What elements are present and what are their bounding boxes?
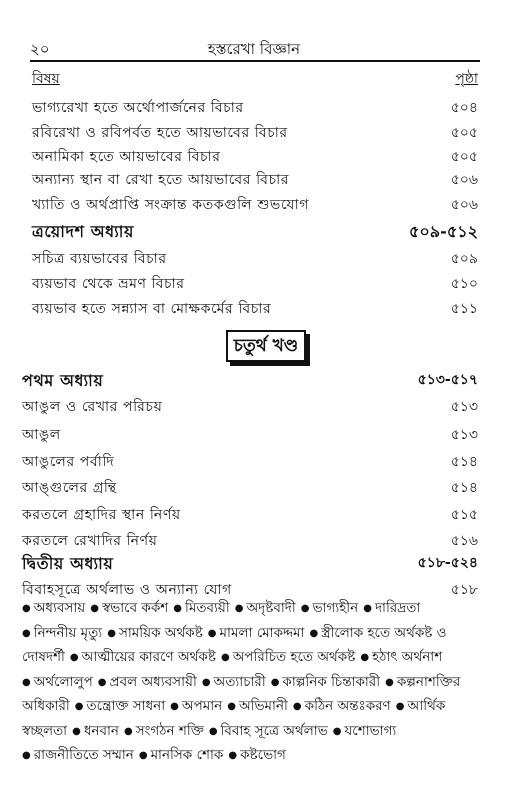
toc-entry-row: [0, 423, 508, 445]
bullet-icon: ●: [234, 603, 244, 614]
bullet-icon: ●: [332, 725, 342, 737]
toc-entry-title: আঙুল: [22, 427, 61, 443]
bullet-icon: ●: [97, 676, 107, 688]
keyword-item: অধিকারী: [22, 698, 70, 714]
toc-entry-page: ৫১৮-৫২৪: [417, 555, 478, 571]
toc-entry-row: [0, 121, 508, 143]
keyword-line: [22, 670, 488, 695]
keyword-line: [22, 645, 488, 670]
bullet-icon: ●: [90, 603, 99, 614]
keyword-item: কঠিন অন্তঃকরণ: [304, 698, 391, 714]
toc-entry-row: [0, 168, 508, 190]
toc-entry-title: ভাগ্যরেখা হতে অর্থোপার্জনের বিচার: [32, 100, 244, 116]
keyword-item: অত্যাচারী: [213, 673, 266, 690]
keyword-item: অভিমানী: [238, 698, 288, 714]
toc-entry-row: [0, 450, 508, 472]
keyword-item: কষ্টভোগ: [240, 747, 286, 763]
bullet-icon: ●: [22, 676, 31, 688]
keyword-item: মানসিক শোক: [150, 747, 224, 763]
toc-entry-page: ৫১৮: [450, 582, 478, 598]
bullet-icon: ●: [208, 725, 218, 737]
bullet-icon: ●: [107, 627, 116, 639]
bullet-icon: ●: [385, 676, 394, 688]
toc-entry-page: ৫১৩-৫১৭: [417, 372, 478, 388]
toc-entry-page: ৫১৬: [450, 533, 478, 549]
toc-entry-page: ৫১৩: [450, 399, 478, 415]
toc-chapter-row: [0, 551, 508, 573]
keyword-item: অধ্যবসায়: [33, 600, 86, 616]
toc-entry-page: ৫০৯: [450, 251, 478, 267]
keyword-line: [22, 719, 488, 744]
toc-entry-page: ৫১৩: [450, 427, 478, 443]
bullet-icon: ●: [22, 603, 31, 614]
keyword-item: সংগঠন শক্তি: [135, 722, 204, 739]
toc-entry-title: সচিত্র ব্যয়ভাবের বিচার: [32, 251, 167, 267]
keyword-item: যশোভাগ্য: [344, 722, 397, 739]
toc-entry-row: [0, 272, 508, 294]
keyword-item: মিতব্যয়ী: [184, 600, 230, 616]
toc-entry-title: ব্যয়ভাব থেকে ভ্রমণ বিচার: [32, 276, 185, 292]
keyword-item: রাজনীতিতে সম্মান: [33, 747, 134, 763]
toc-entry-title: আঙ্গুলের গ্রন্থি: [22, 480, 117, 496]
toc-entry-title: আঙুল ও রেখার পরিচয়: [22, 399, 163, 415]
toc-entry-title: অনামিকা হতে আয়ভাবের বিচার: [32, 149, 221, 165]
toc-entry-title: খ্যাতি ও অর্থপ্রাপ্তি সংক্রান্ত কতকগুলি শুভযোগ: [32, 197, 310, 213]
bullet-icon: ●: [363, 603, 372, 614]
toc-entry-row: [0, 96, 508, 118]
keyword-item: মামলা মোকদ্দমা: [219, 624, 305, 641]
bullet-icon: ●: [395, 701, 405, 712]
toc-entry-title: দ্বিতীয় অধ্যায়: [22, 554, 114, 573]
toc-entry-row: [0, 145, 508, 167]
toc-entry-row: [0, 476, 508, 498]
toc-entry-page: ৫১০: [450, 276, 478, 292]
bullet-icon: ●: [270, 676, 280, 688]
keyword-item: অদৃষ্টবাদী: [246, 600, 296, 616]
bullet-icon: ●: [227, 701, 236, 712]
toc-entry-page: ৫১৫: [450, 507, 478, 523]
keyword-item: ধনবান: [83, 722, 119, 739]
toc-entry-page: ৫০৪: [450, 100, 478, 116]
header-rule: [30, 60, 480, 62]
toc-entry-page: ৫০৫: [450, 125, 478, 141]
toc-entry-row: [0, 529, 508, 551]
keyword-item: অর্থলোলুপ: [33, 673, 93, 690]
toc-entry-page: ৫০৯-৫১২: [409, 222, 478, 241]
keyword-item: কল্পনাশক্তির: [396, 673, 461, 690]
toc-entry-title: ত্রয়োদশ অধ্যায়: [32, 222, 135, 241]
keyword-item: স্বচ্ছলতা: [22, 722, 68, 739]
toc-entry-title: পথম অধ্যায়: [22, 371, 104, 390]
bullet-icon: ●: [220, 652, 230, 663]
toc-chapter-row: [0, 219, 508, 241]
toc-entry-title: অন্যান্য স্থান বা রেখা হতে আয়ভাবের বিচার: [32, 172, 290, 188]
toc-entry-title: ব্যয়ভাব হতে সন্ন্যাস বা মোক্ষকর্মের বিচার: [32, 301, 272, 317]
keyword-item: অপমান: [181, 698, 223, 714]
toc-entry-page: ৫০৬: [450, 172, 478, 188]
toc-entry-row: [0, 395, 508, 417]
keyword-item: তন্ত্রোক্ত সাধনা: [86, 698, 166, 714]
keyword-index: [22, 596, 488, 768]
running-title: হস্তরেখা বিজ্ঞান: [207, 40, 301, 58]
bullet-icon: ●: [170, 701, 179, 712]
bullet-icon: ●: [69, 652, 79, 663]
toc-entry-title: রবিরেখা ও রবিপর্বত হতে আয়ভাবের বিচার: [32, 125, 288, 141]
keyword-item: নিন্দনীয় মৃত্যু: [33, 624, 103, 641]
column-heading-topic: বিষয়: [32, 71, 60, 87]
toc-entry-row: [0, 193, 508, 215]
keyword-item: স্ত্রীলোক হতে অর্থকষ্ট ও: [321, 624, 447, 641]
column-heading-page: পৃষ্ঠা: [455, 71, 478, 87]
keyword-item: আত্মীয়ের কারণে অর্থকষ্ট: [81, 649, 216, 665]
keyword-item: স্বভাবে কর্কশ: [101, 600, 169, 616]
toc-entry-row: [0, 503, 508, 525]
toc-entry-page: ৫০৫: [450, 149, 478, 165]
keyword-item: বিবাহ সূত্রে অর্থলাভ: [220, 722, 328, 739]
bullet-icon: ●: [74, 701, 84, 712]
toc-entry-title: করতলে রেখাদির নির্ণয়: [22, 533, 158, 549]
toc-chapter-row: [0, 368, 508, 390]
toc-entry-page: ৫১৪: [450, 480, 478, 496]
toc-entry-page: ৫১৪: [450, 454, 478, 470]
part-heading-box: চতুর্থ খণ্ড: [226, 330, 306, 362]
toc-entry-title: করতলে গ্রহাদির স্থান নির্ণয়: [22, 507, 181, 523]
keyword-item: প্রবল অধ্যবসায়ী: [109, 673, 197, 690]
keyword-line: [22, 694, 488, 719]
bullet-icon: ●: [22, 750, 31, 761]
keyword-item: আর্থিক: [407, 698, 446, 714]
toc-entry-page: ৫০৬: [450, 197, 478, 213]
toc-entry-title: আঙুলের পর্বাদি: [22, 454, 115, 470]
keyword-item: হঠাৎ অর্থনাশ: [372, 649, 443, 665]
bullet-icon: ●: [228, 750, 238, 761]
bullet-icon: ●: [207, 627, 217, 639]
keyword-item: দোষদর্শী: [22, 649, 65, 665]
keyword-item: দারিদ্রতা: [374, 600, 421, 616]
bullet-icon: ●: [300, 603, 310, 614]
bullet-icon: ●: [309, 627, 319, 639]
toc-entry-row: [0, 247, 508, 269]
keyword-item: কাল্পনিক চিন্তাকারী: [282, 673, 381, 690]
page-header: [0, 0, 508, 62]
keyword-line: [22, 743, 488, 768]
keyword-item: সাময়িক অর্থকষ্ট: [118, 624, 203, 641]
bullet-icon: ●: [292, 701, 302, 712]
bullet-icon: ●: [138, 750, 148, 761]
bullet-icon: ●: [173, 603, 182, 614]
keyword-line: [22, 596, 488, 621]
toc-entry-row: [0, 297, 508, 319]
keyword-item: ভাগ্যহীন: [312, 600, 359, 616]
page-number: ২০: [30, 40, 50, 58]
keyword-item: অপরিচিত হতে অর্থকষ্ট: [232, 649, 356, 665]
toc-entry-page: ৫১১: [450, 301, 478, 317]
bullet-icon: ●: [360, 652, 370, 663]
bullet-icon: ●: [72, 725, 81, 737]
toc-entry-title: বিবাহসূত্রে অর্থলাভ ও অন্যান্য যোগ: [22, 582, 232, 598]
keyword-line: [22, 621, 488, 646]
bullet-icon: ●: [123, 725, 133, 737]
bullet-icon: ●: [201, 676, 211, 688]
bullet-icon: ●: [22, 627, 31, 639]
